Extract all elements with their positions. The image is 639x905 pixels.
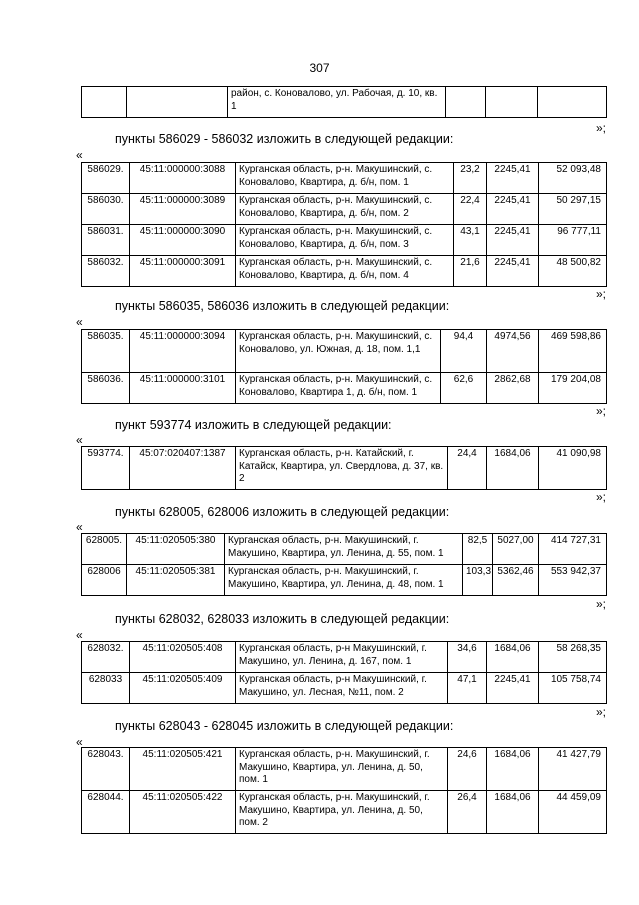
total-cell: 179 204,08 xyxy=(539,373,607,404)
item-number: 628005. xyxy=(82,534,127,565)
cadastral-number: 45:11:020505:422 xyxy=(130,791,236,834)
price-cell: 2245,41 xyxy=(487,673,539,704)
section-heading: пункты 628005, 628006 изложить в следующей редакции: xyxy=(115,505,450,519)
item-number: 593774. xyxy=(82,447,130,490)
address-cell: Курганская область, р-н. Макушинский, г. Макушино, Квартира, ул. Ленина, д. 48, пом. 1 xyxy=(225,565,463,596)
total-cell: 48 500,82 xyxy=(539,256,607,287)
cadastral-number: 45:11:000000:3088 xyxy=(130,163,236,194)
address-cell: Курганская область, р-н. Катайский, г. Катайск, Квартира, ул. Свердлова, д. 37, кв. 2 xyxy=(236,447,448,490)
total-cell: 58 268,35 xyxy=(539,642,607,673)
item-number: 586036. xyxy=(82,373,130,404)
area-cell: 47,1 xyxy=(448,673,487,704)
address-cell: Курганская область, р-н. Макушинский, с. Коновалово, Квартира, д. б/н, пом. 1 xyxy=(236,163,454,194)
cadastral-number: 45:11:020505:408 xyxy=(130,642,236,673)
cadastral-number: 45:11:000000:3089 xyxy=(130,194,236,225)
table-row xyxy=(82,163,607,194)
item-number: 586029. xyxy=(82,163,130,194)
section-table xyxy=(81,533,607,596)
area-cell: 103,3 xyxy=(463,565,493,596)
section-heading: пункты 628032, 628033 изложить в следующей редакции: xyxy=(115,612,450,626)
total-cell: 50 297,15 xyxy=(539,194,607,225)
price-cell: 2245,41 xyxy=(487,194,539,225)
total-cell: 52 093,48 xyxy=(539,163,607,194)
address-cell: Курганская область, р-н Макушинский, г. Макушино, ул. Лесная, №11, пом. 2 xyxy=(236,673,448,704)
item-number: 628006 xyxy=(82,565,127,596)
address-cell: Курганская область, р-н. Макушинский, с. Коновалово, ул. Южная, д. 18, пом. 1,1 xyxy=(236,330,441,373)
cadastral-number: 45:11:020505:421 xyxy=(130,748,236,791)
total-cell: 105 758,74 xyxy=(539,673,607,704)
total-cell: 553 942,37 xyxy=(539,565,607,596)
opening-quote: « xyxy=(76,148,83,162)
table-row xyxy=(82,330,607,373)
price-cell: 5362,46 xyxy=(493,565,539,596)
closing-quote: »; xyxy=(596,705,607,719)
cadastral-number: 45:11:020505:380 xyxy=(127,534,225,565)
cadastral-number: 45:11:000000:3091 xyxy=(130,256,236,287)
item-number: 628043. xyxy=(82,748,130,791)
cadastral-number: 45:11:000000:3101 xyxy=(130,373,236,404)
opening-quote: « xyxy=(76,735,83,749)
price-cell: 2245,41 xyxy=(487,225,539,256)
closing-quote: »; xyxy=(596,121,607,135)
top-fragment-table xyxy=(81,86,607,118)
item-number: 586035. xyxy=(82,330,130,373)
address-cell: Курганская область, р-н. Макушинский, с. Коновалово, Квартира, д. б/н, пом. 3 xyxy=(236,225,454,256)
cadastral-number: 45:11:000000:3094 xyxy=(130,330,236,373)
section-table xyxy=(81,747,607,834)
price-cell: 5027,00 xyxy=(493,534,539,565)
total-cell: 41 090,98 xyxy=(539,447,607,490)
table-row xyxy=(82,225,607,256)
section-table xyxy=(81,162,607,287)
section-table xyxy=(81,641,607,704)
price-cell: 2245,41 xyxy=(487,163,539,194)
area-cell: 34,6 xyxy=(448,642,487,673)
total-cell: 469 598,86 xyxy=(539,330,607,373)
area-cell: 21,6 xyxy=(454,256,487,287)
section-heading: пункты 586029 - 586032 изложить в следующей редакции: xyxy=(115,132,454,146)
cadastral-number: 45:07:020407:1387 xyxy=(130,447,236,490)
area-cell: 24,4 xyxy=(448,447,487,490)
price-cell: 1684,06 xyxy=(487,748,539,791)
opening-quote: « xyxy=(76,520,83,534)
opening-quote: « xyxy=(76,628,83,642)
section-table xyxy=(81,446,607,490)
table-row xyxy=(82,256,607,287)
table-row xyxy=(82,642,607,673)
table-row xyxy=(82,565,607,596)
price-cell: 1684,06 xyxy=(487,791,539,834)
section-heading: пункт 593774 изложить в следующей редакции: xyxy=(115,418,392,432)
area-cell: 24,6 xyxy=(448,748,487,791)
area-cell: 94,4 xyxy=(441,330,487,373)
area-cell: 23,2 xyxy=(454,163,487,194)
item-number: 586032. xyxy=(82,256,130,287)
price-cell: 1684,06 xyxy=(487,642,539,673)
price-cell: 1684,06 xyxy=(487,447,539,490)
table-row xyxy=(82,791,607,834)
closing-quote: »; xyxy=(596,597,607,611)
table-row xyxy=(82,673,607,704)
address-cell: Курганская область, р-н. Макушинский, г. Макушино, Квартира, ул. Ленина, д. 55, пом. 1 xyxy=(225,534,463,565)
cadastral-number: 45:11:020505:381 xyxy=(127,565,225,596)
price-cell: 4974,56 xyxy=(487,330,539,373)
area-cell: 62,6 xyxy=(441,373,487,404)
opening-quote: « xyxy=(76,433,83,447)
price-cell: 2862,68 xyxy=(487,373,539,404)
closing-quote: »; xyxy=(596,404,607,418)
address-cell: Курганская область, р-н. Макушинский, с. Коновалово, Квартира, д. б/н, пом. 2 xyxy=(236,194,454,225)
total-cell: 414 727,31 xyxy=(539,534,607,565)
item-number: 628032. xyxy=(82,642,130,673)
item-number: 586030. xyxy=(82,194,130,225)
table-row xyxy=(82,447,607,490)
area-cell: 22,4 xyxy=(454,194,487,225)
table-row xyxy=(82,373,607,404)
table-row xyxy=(82,194,607,225)
table-row xyxy=(82,748,607,791)
address-cell: Курганская область, р-н. Макушинский, с. Коновалово, Квартира, д. б/н, пом. 4 xyxy=(236,256,454,287)
area-cell: 43,1 xyxy=(454,225,487,256)
item-number: 628044. xyxy=(82,791,130,834)
price-cell: 2245,41 xyxy=(487,256,539,287)
item-number: 628033 xyxy=(82,673,130,704)
address-cell: Курганская область, р-н. Макушинский, г. Макушино, Квартира, ул. Ленина, д. 50, пом. 2 xyxy=(236,791,448,834)
page-number: 307 xyxy=(309,61,330,75)
section-heading: пункты 628043 - 628045 изложить в следующей редакции: xyxy=(115,719,454,733)
table-row xyxy=(82,534,607,565)
item-number: 586031. xyxy=(82,225,130,256)
area-cell: 82,5 xyxy=(463,534,493,565)
closing-quote: »; xyxy=(596,287,607,301)
address-cell: Курганская область, р-н. Макушинский, г. Макушино, Квартира, ул. Ленина, д. 50, пом. 1 xyxy=(236,748,448,791)
opening-quote: « xyxy=(76,315,83,329)
address-cell: район, с. Коновалово, ул. Рабочая, д. 10, кв. 1 xyxy=(228,87,446,118)
section-table xyxy=(81,329,607,404)
total-cell: 44 459,09 xyxy=(539,791,607,834)
cadastral-number: 45:11:020505:409 xyxy=(130,673,236,704)
total-cell: 41 427,79 xyxy=(539,748,607,791)
address-cell: Курганская область, р-н. Макушинский, с. Коновалово, Квартира 1, д. б/н, пом. 1 xyxy=(236,373,441,404)
address-cell: Курганская область, р-н Макушинский, г. Макушино, ул. Ленина, д. 167, пом. 1 xyxy=(236,642,448,673)
cadastral-number: 45:11:000000:3090 xyxy=(130,225,236,256)
table-row xyxy=(82,87,607,118)
total-cell: 96 777,11 xyxy=(539,225,607,256)
area-cell: 26,4 xyxy=(448,791,487,834)
section-heading: пункты 586035, 586036 изложить в следующей редакции: xyxy=(115,299,450,313)
closing-quote: »; xyxy=(596,490,607,504)
